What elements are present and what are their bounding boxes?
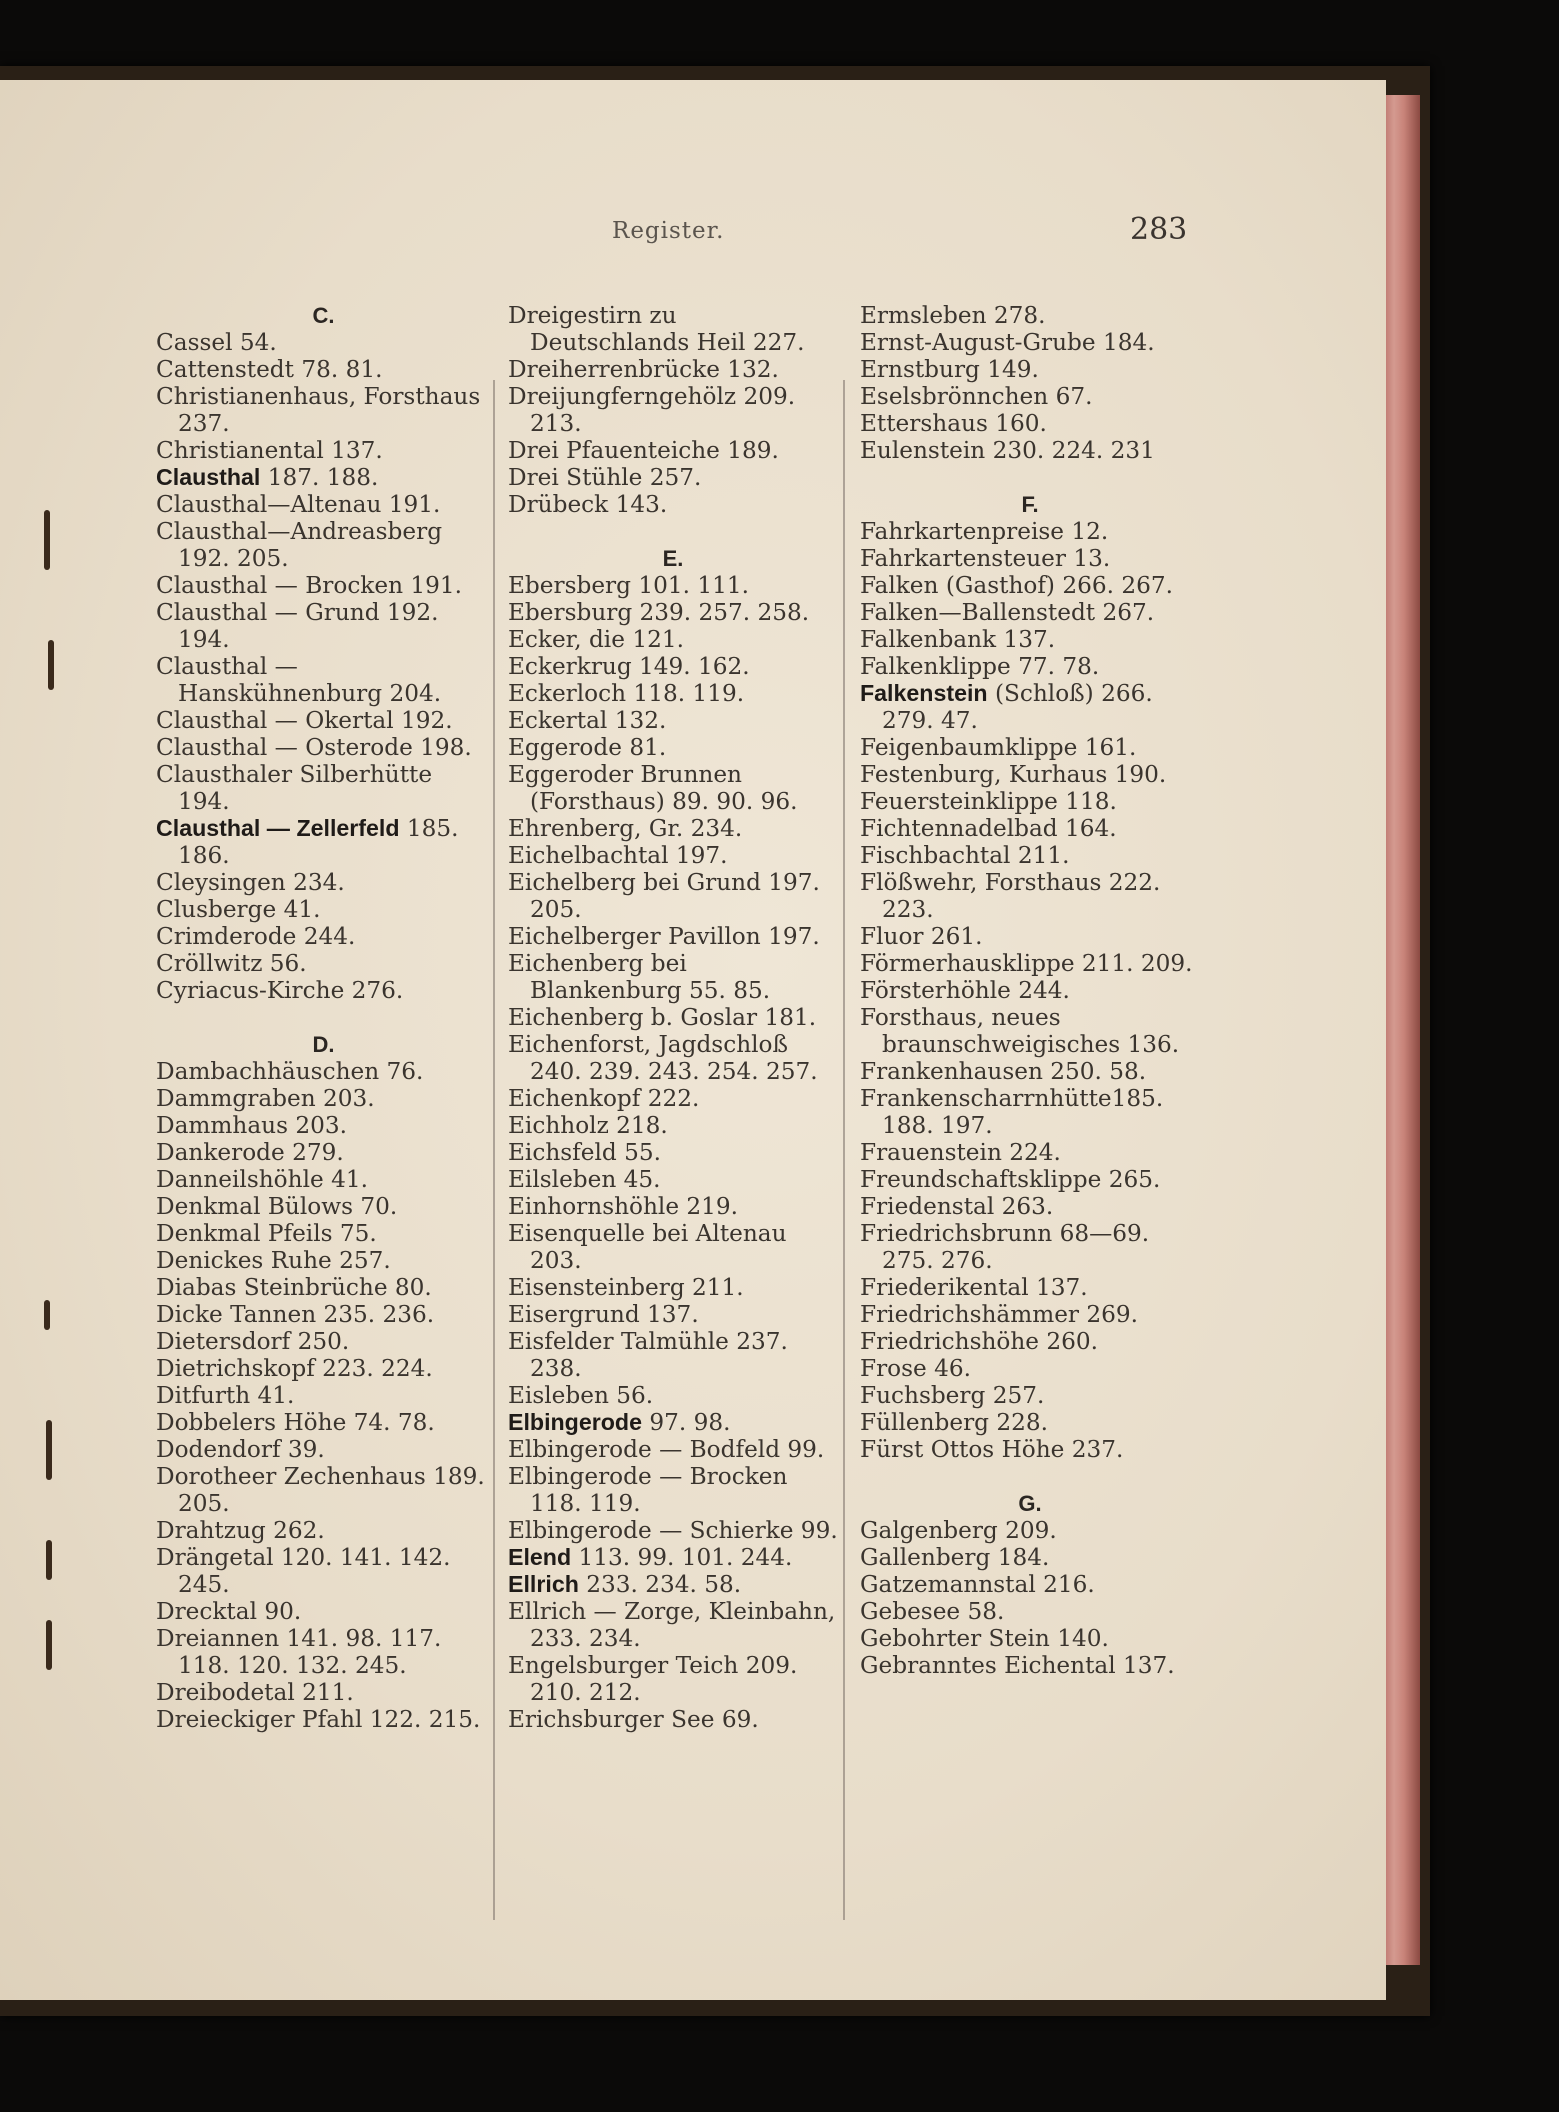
entry-text: Diabas Steinbrüche 80.	[156, 1274, 432, 1301]
index-entry	[156, 1679, 491, 1706]
entry-text: Ermsleben 278.	[860, 302, 1046, 329]
entry-text: Clausthal — Hanskühnenburg 204.	[156, 653, 442, 707]
index-entry	[860, 977, 1200, 1004]
entry-text: Förmerhausklippe 211. 209.	[860, 950, 1193, 977]
index-entry	[860, 1301, 1200, 1328]
entry-text: Cyriacus-Kirche 276.	[156, 977, 404, 1004]
entry-text: Eichenkopf 222.	[508, 1085, 700, 1112]
index-entry	[156, 356, 491, 383]
index-entry	[508, 1517, 838, 1544]
entry-text: (Schloß) 266. 279. 47.	[882, 680, 1161, 734]
entry-text: Eisleben 56.	[508, 1382, 654, 1409]
index-entry	[860, 1193, 1200, 1220]
index-entry	[156, 1355, 491, 1382]
entry-text: Eichelberger Pavillon 197.	[508, 923, 820, 950]
index-entry	[508, 680, 838, 707]
entry-text: Eisensteinberg 211.	[508, 1274, 744, 1301]
entry-text: Dankerode 279.	[156, 1139, 344, 1166]
index-entry	[508, 626, 838, 653]
entry-text: Clausthal—Altenau 191.	[156, 491, 441, 518]
index-entry	[156, 1544, 491, 1598]
entry-text: Festenburg, Kurhaus 190.	[860, 761, 1167, 788]
entry-text: Ernstburg 149.	[860, 356, 1039, 383]
index-entry	[860, 734, 1200, 761]
index-entry	[508, 1328, 838, 1382]
entry-text: Denkmal Pfeils 75.	[156, 1220, 377, 1247]
entry-text: Eichenberg bei Blankenburg 55. 85.	[508, 950, 771, 1004]
entry-text: Denickes Ruhe 257.	[156, 1247, 391, 1274]
index-entry	[860, 1058, 1200, 1085]
entry-text: Clausthal — Grund 192. 194.	[156, 599, 446, 653]
entry-text: Falkenklippe 77. 78.	[860, 653, 1100, 680]
entry-text: Clausthal — Osterode 198.	[156, 734, 472, 761]
index-entry	[156, 923, 491, 950]
entry-text: 185. 186.	[178, 815, 466, 869]
entry-text: Friedrichshämmer 269.	[860, 1301, 1139, 1328]
entry-text: Elbingerode — Bodfeld 99.	[508, 1436, 825, 1463]
entry-text: Dreiannen 141. 98. 117. 118. 120. 132. 245.	[156, 1625, 449, 1679]
entry-text: Frankenhausen 250. 58.	[860, 1058, 1147, 1085]
entry-text: Clusberge 41.	[156, 896, 321, 923]
entry-text: 113. 99. 101. 244.	[571, 1544, 793, 1571]
entry-text: Feigenbaumklippe 161.	[860, 734, 1137, 761]
index-entry	[508, 1463, 838, 1517]
entry-text: Fischbachtal 211.	[860, 842, 1070, 869]
entry-text: Ellrich — Zorge, Kleinbahn, 233. 234.	[508, 1598, 843, 1652]
entry-text: Friederikental 137.	[860, 1274, 1088, 1301]
index-entry	[156, 1517, 491, 1544]
index-entry	[156, 896, 491, 923]
index-entry	[508, 572, 838, 599]
index-entry	[860, 1382, 1200, 1409]
entry-text: Cleysingen 234.	[156, 869, 345, 896]
column-rule	[493, 380, 495, 1920]
entry-text: Eggerode 81.	[508, 734, 667, 761]
entry-text: Fichtennadelbad 164.	[860, 815, 1117, 842]
entry-bold-term: Clausthal	[156, 464, 261, 490]
entry-text: Gebranntes Eichental 137.	[860, 1652, 1175, 1679]
index-entry	[156, 1301, 491, 1328]
entry-text: Eisfelder Talmühle 237. 238.	[508, 1328, 796, 1382]
index-entry	[156, 1274, 491, 1301]
section-letter: F.	[1021, 492, 1039, 517]
section-letter: E.	[662, 546, 684, 571]
entry-text: Galgenberg 209.	[860, 1517, 1057, 1544]
index-entry	[860, 788, 1200, 815]
entry-text: Dreieckiger Pfahl 122. 215.	[156, 1706, 481, 1733]
index-entry	[508, 491, 838, 518]
index-entry	[860, 572, 1200, 599]
index-entry	[508, 1193, 838, 1220]
index-entry	[860, 680, 1200, 734]
index-column-1	[156, 302, 491, 1733]
index-entry	[508, 1436, 838, 1463]
index-entry	[860, 329, 1200, 356]
index-entry	[156, 1463, 491, 1517]
entry-text: Fahrkartensteuer 13.	[860, 545, 1111, 572]
index-entry	[156, 1193, 491, 1220]
index-entry	[508, 1409, 838, 1436]
index-entry	[156, 1328, 491, 1355]
index-entry	[508, 653, 838, 680]
entry-text: Ebersberg 101. 111.	[508, 572, 749, 599]
index-entry	[860, 1571, 1200, 1598]
index-entry	[156, 707, 491, 734]
index-entry	[508, 923, 838, 950]
index-entry	[508, 842, 838, 869]
entry-text: Flößwehr, Forsthaus 222. 223.	[860, 869, 1168, 923]
entry-text: Ettershaus 160.	[860, 410, 1047, 437]
entry-text: Eichholz 218.	[508, 1112, 668, 1139]
entry-text: Drahtzug 262.	[156, 1517, 325, 1544]
index-entry	[860, 599, 1200, 626]
entry-text: Dietersdorf 250.	[156, 1328, 350, 1355]
index-entry	[156, 950, 491, 977]
entry-text: Clausthal — Brocken 191.	[156, 572, 463, 599]
index-entry	[860, 302, 1200, 329]
entry-text: Gatzemannstal 216.	[860, 1571, 1095, 1598]
index-entry	[156, 1409, 491, 1436]
entry-text: Dreijungferngehölz 209. 213.	[508, 383, 803, 437]
entry-text: Gallenberg 184.	[860, 1544, 1050, 1571]
entry-text: Frose 46.	[860, 1355, 972, 1382]
entry-text: Drei Stühle 257.	[508, 464, 702, 491]
entry-text: Eichelbachtal 197.	[508, 842, 728, 869]
index-column-2	[508, 302, 843, 1733]
entry-bold-term: Ellrich	[508, 1571, 579, 1597]
index-entry	[508, 1301, 838, 1328]
index-entry	[860, 383, 1200, 410]
entry-text: Ditfurth 41.	[156, 1382, 295, 1409]
index-entry	[156, 464, 491, 491]
index-entry	[860, 950, 1200, 977]
index-entry	[860, 923, 1200, 950]
index-entry	[508, 437, 838, 464]
entry-text: Försterhöhle 244.	[860, 977, 1070, 1004]
entry-text: Eselsbrönnchen 67.	[860, 383, 1093, 410]
index-entry	[508, 599, 838, 626]
entry-text: Danneilshöhle 41.	[156, 1166, 368, 1193]
index-entry	[156, 572, 491, 599]
index-entry	[508, 383, 838, 437]
index-entry	[860, 1436, 1200, 1463]
index-entry	[860, 1544, 1200, 1571]
entry-text: Eichenforst, Jagdschloß 240. 239. 243. 254. 257.	[508, 1031, 818, 1085]
index-entry	[860, 1355, 1200, 1382]
entry-text: Fürst Ottos Höhe 237.	[860, 1436, 1124, 1463]
entry-text: Engelsburger Teich 209. 210. 212.	[508, 1652, 805, 1706]
entry-text: Eichenberg b. Goslar 181.	[508, 1004, 817, 1031]
index-entry	[156, 1382, 491, 1409]
entry-text: Denkmal Bülows 70.	[156, 1193, 398, 1220]
entry-text: Eckertal 132.	[508, 707, 667, 734]
index-entry	[508, 356, 838, 383]
entry-text: Elbingerode — Brocken 118. 119.	[508, 1463, 795, 1517]
index-entry	[156, 1139, 491, 1166]
section-gap	[860, 464, 1200, 491]
entry-text: Friedrichshöhe 260.	[860, 1328, 1099, 1355]
entry-text: Einhornshöhle 219.	[508, 1193, 739, 1220]
entry-text: Fluor 261.	[860, 923, 983, 950]
entry-text: Cattenstedt 78. 81.	[156, 356, 383, 383]
entry-text: Crimderode 244.	[156, 923, 356, 950]
index-entry	[860, 1517, 1200, 1544]
entry-text: Frauenstein 224.	[860, 1139, 1061, 1166]
entry-text: Dambachhäuschen 76.	[156, 1058, 424, 1085]
index-entry	[508, 815, 838, 842]
index-entry	[508, 1085, 838, 1112]
index-entry	[508, 1139, 838, 1166]
index-entry	[860, 1085, 1200, 1139]
entry-text: Eggeroder Brunnen (Forsthaus) 89. 90. 96.	[508, 761, 798, 815]
index-entry	[508, 1652, 838, 1706]
index-entry	[508, 1544, 838, 1571]
entry-text: Friedrichsbrunn 68—69. 275. 276.	[860, 1220, 1157, 1274]
index-entry	[156, 1598, 491, 1625]
index-entry	[156, 1436, 491, 1463]
entry-text: Elbingerode — Schierke 99.	[508, 1517, 838, 1544]
index-entry	[508, 1112, 838, 1139]
entry-text: Drängetal 120. 141. 142. 245.	[156, 1544, 458, 1598]
entry-text: Friedenstal 263.	[860, 1193, 1054, 1220]
entry-text: Ehrenberg, Gr. 234.	[508, 815, 743, 842]
section-gap	[508, 518, 838, 545]
entry-bold-term: Clausthal — Zellerfeld	[156, 815, 400, 841]
entry-text: Drecktal 90.	[156, 1598, 302, 1625]
entry-text: Feuersteinklippe 118.	[860, 788, 1117, 815]
entry-bold-term: Elbingerode	[508, 1409, 642, 1435]
index-entry	[860, 1328, 1200, 1355]
entry-text: Freundschaftsklippe 265.	[860, 1166, 1161, 1193]
column-rule	[843, 380, 845, 1920]
index-entry	[508, 1571, 838, 1598]
entry-text: Ecker, die 121.	[508, 626, 684, 653]
index-entry	[860, 869, 1200, 923]
section-gap	[156, 1004, 491, 1031]
index-entry	[508, 302, 838, 356]
entry-text: 233. 234. 58.	[578, 1571, 742, 1598]
running-head: Register.	[612, 218, 725, 244]
entry-text: Clausthal—Andreasberg 192. 205.	[156, 518, 450, 572]
index-entry	[508, 761, 838, 815]
entry-text: Clausthaler Silberhütte 194.	[156, 761, 440, 815]
entry-text: Falkenbank 137.	[860, 626, 1056, 653]
index-entry	[156, 977, 491, 1004]
entry-text: Dobbelers Höhe 74. 78.	[156, 1409, 435, 1436]
index-column-3	[860, 302, 1200, 1679]
entry-text: Dreiherrenbrücke 132.	[508, 356, 779, 383]
entry-text: Eichelberg bei Grund 197. 205.	[508, 869, 828, 923]
index-entry	[860, 626, 1200, 653]
section-letter: C.	[312, 303, 335, 328]
index-entry	[156, 491, 491, 518]
entry-text: Eckerkrug 149. 162.	[508, 653, 750, 680]
section-gap	[860, 1463, 1200, 1490]
book-page	[0, 80, 1386, 2000]
index-entry	[860, 1409, 1200, 1436]
index-entry	[156, 1706, 491, 1733]
entry-bold-term: Elend	[508, 1544, 572, 1570]
entry-text: Dreibodetal 211.	[156, 1679, 354, 1706]
index-entry	[508, 1004, 838, 1031]
index-entry	[156, 518, 491, 572]
entry-text: Erichsburger See 69.	[508, 1706, 759, 1733]
entry-text: 97. 98.	[642, 1409, 731, 1436]
index-entry	[156, 1085, 491, 1112]
entry-text: Dicke Tannen 235. 236.	[156, 1301, 435, 1328]
entry-text: Eisergrund 137.	[508, 1301, 699, 1328]
entry-text: Falken—Ballenstedt 267.	[860, 599, 1155, 626]
entry-text: Christianental 137.	[156, 437, 383, 464]
index-entry	[508, 1166, 838, 1193]
index-entry	[508, 1031, 838, 1085]
entry-text: Dammhaus 203.	[156, 1112, 347, 1139]
index-entry	[508, 1706, 838, 1733]
entry-text: Dammgraben 203.	[156, 1085, 375, 1112]
entry-text: Drübeck 143.	[508, 491, 668, 518]
page-number: 283	[1130, 212, 1188, 247]
index-entry	[156, 869, 491, 896]
index-entry	[156, 437, 491, 464]
index-entry	[860, 815, 1200, 842]
index-entry	[860, 1274, 1200, 1301]
index-entry	[860, 1598, 1200, 1625]
entry-bold-term: Falkenstein	[860, 680, 988, 706]
entry-text: Ernst-August-Grube 184.	[860, 329, 1155, 356]
section-letter: G.	[1018, 1491, 1042, 1516]
entry-text: Forsthaus, neues braunschweigisches 136.	[860, 1004, 1180, 1058]
index-entry	[860, 1166, 1200, 1193]
entry-text: Eulenstein 230. 224. 231	[860, 437, 1155, 464]
entry-text: Gebesee 58.	[860, 1598, 1005, 1625]
entry-text: Cassel 54.	[156, 329, 277, 356]
page-edges	[1380, 95, 1420, 1965]
index-entry	[508, 1220, 838, 1274]
entry-text: Füllenberg 228.	[860, 1409, 1049, 1436]
index-entry	[156, 653, 491, 707]
index-entry	[860, 1220, 1200, 1274]
entry-text: Fuchsberg 257.	[860, 1382, 1045, 1409]
entry-text: Dodendorf 39.	[156, 1436, 325, 1463]
index-entry	[156, 383, 491, 437]
index-entry	[860, 1139, 1200, 1166]
index-entry	[156, 1220, 491, 1247]
entry-text: Christianenhaus, Forsthaus 237.	[156, 383, 488, 437]
index-entry	[860, 1625, 1200, 1652]
entry-text: Falken (Gasthof) 266. 267.	[860, 572, 1173, 599]
index-entry	[860, 842, 1200, 869]
entry-text: Dorotheer Zechenhaus 189. 205.	[156, 1463, 493, 1517]
entry-text: Dreigestirn zu Deutschlands Heil 227.	[508, 302, 805, 356]
entry-text: Eisenquelle bei Altenau 203.	[508, 1220, 794, 1274]
index-entry	[156, 1625, 491, 1679]
index-entry	[156, 599, 491, 653]
index-entry	[508, 1274, 838, 1301]
index-entry	[508, 464, 838, 491]
index-entry	[156, 734, 491, 761]
index-entry	[860, 518, 1200, 545]
entry-text: Gebohrter Stein 140.	[860, 1625, 1109, 1652]
entry-text: Clausthal — Okertal 192.	[156, 707, 453, 734]
index-entry	[156, 815, 491, 869]
index-entry	[156, 329, 491, 356]
index-entry	[508, 707, 838, 734]
entry-text: Eichsfeld 55.	[508, 1139, 661, 1166]
entry-text: Drei Pfauenteiche 189.	[508, 437, 779, 464]
entry-text: Dietrichskopf 223. 224.	[156, 1355, 433, 1382]
index-entry	[508, 1598, 843, 1652]
index-entry	[860, 545, 1200, 572]
index-entry	[156, 1058, 491, 1085]
index-entry	[508, 734, 838, 761]
entry-text: Fahrkartenpreise 12.	[860, 518, 1109, 545]
entry-text: Eilsleben 45.	[508, 1166, 661, 1193]
index-entry	[860, 761, 1200, 788]
entry-text: Eckerloch 118. 119.	[508, 680, 745, 707]
entry-text: Frankenscharrnhütte185. 188. 197.	[860, 1085, 1171, 1139]
entry-text: Ebersburg 239. 257. 258.	[508, 599, 810, 626]
entry-text: 187. 188.	[260, 464, 379, 491]
index-entry	[508, 1382, 838, 1409]
index-entry	[860, 653, 1200, 680]
index-entry	[156, 761, 491, 815]
index-entry	[860, 437, 1200, 464]
index-entry	[508, 950, 838, 1004]
index-entry	[508, 869, 838, 923]
section-letter: D.	[312, 1032, 335, 1057]
index-entry	[860, 1004, 1200, 1058]
index-entry	[156, 1112, 491, 1139]
entry-text: Cröllwitz 56.	[156, 950, 307, 977]
index-entry	[860, 1652, 1200, 1679]
index-entry	[156, 1166, 491, 1193]
index-entry	[156, 1247, 491, 1274]
index-entry	[860, 410, 1200, 437]
index-entry	[860, 356, 1200, 383]
